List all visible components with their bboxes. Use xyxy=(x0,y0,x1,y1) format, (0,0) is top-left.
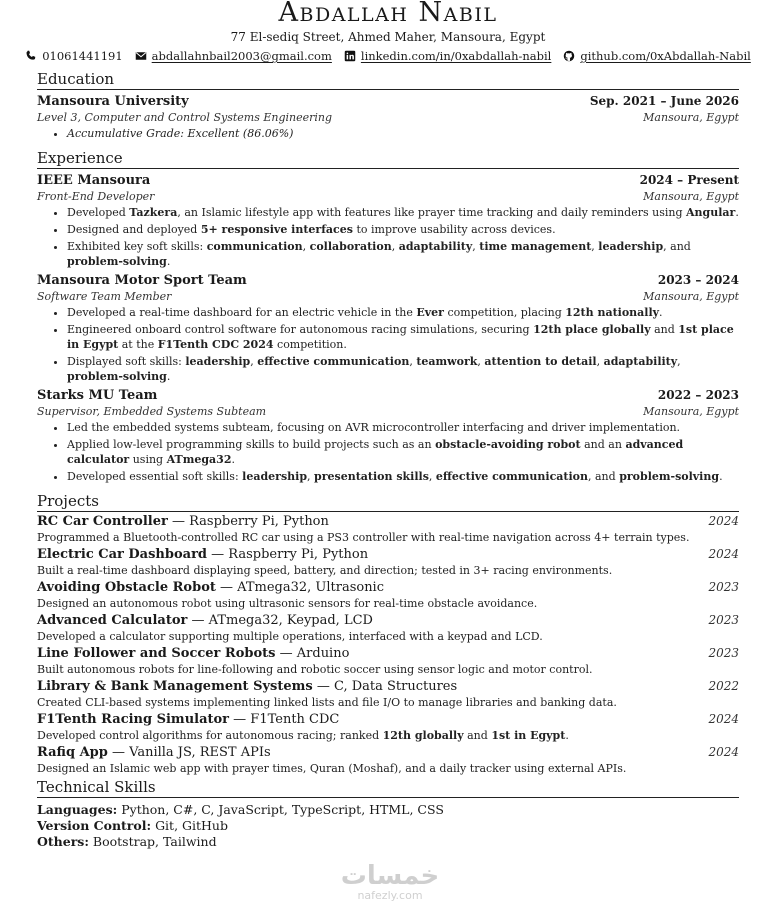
project-name: RC Car Controller xyxy=(37,514,168,529)
project-description: Developed control algorithms for autonomous racing; ranked 12th globally and 1st in Egypt. xyxy=(37,729,569,742)
skill-label: Languages: xyxy=(37,802,118,817)
project-description: Designed an Islamic web app with prayer times, Quran (Moshaf), and a daily tracker using external APIs. xyxy=(37,762,627,775)
experience-bullets xyxy=(37,205,739,269)
entry-date: 2024 – Present xyxy=(639,173,739,187)
emphasis-text: problem-solving xyxy=(67,370,167,383)
emphasis-text: Angular xyxy=(686,206,736,219)
emphasis-text: effective communication xyxy=(435,470,588,483)
phone-icon xyxy=(25,50,37,62)
skill-value: Python, C#, C, JavaScript, TypeScript, HTML, CSS xyxy=(117,802,444,817)
project-year: 2024 xyxy=(708,514,739,528)
project-tech: — Raspberry Pi, Python xyxy=(167,514,329,529)
emphasis-text: 12th globally xyxy=(382,729,464,742)
project-description: Built a real-time dashboard displaying speed, battery, and direction; tested in 3+ racing environments. xyxy=(37,564,613,577)
project-name: Rafiq App xyxy=(37,745,108,760)
watermark-arabic: خمسات xyxy=(340,861,440,891)
resume-page xyxy=(37,0,751,850)
project-header xyxy=(37,612,739,629)
entry-location: Mansoura, Egypt xyxy=(643,405,739,418)
project-tech: — Arduino xyxy=(275,646,350,661)
experience-entry xyxy=(37,272,739,384)
skill-line xyxy=(37,802,739,818)
project-name: F1Tenth Racing Simulator xyxy=(37,712,230,727)
emphasis-text: ATmega32 xyxy=(166,453,232,466)
entry-header xyxy=(37,387,739,404)
project-title xyxy=(37,612,373,629)
project-title xyxy=(37,711,339,728)
candidate-name: Abdallah Nabil xyxy=(278,0,498,28)
project-year: 2024 xyxy=(708,712,739,726)
emphasis-text: teamwork xyxy=(416,355,478,368)
skill-label: Version Control: xyxy=(37,818,152,833)
contact-github[interactable] xyxy=(563,48,750,64)
project-tech: — ATmega32, Keypad, LCD xyxy=(187,613,373,628)
email-link[interactable]: abdallahnbail2003@gmail.com xyxy=(151,49,332,63)
section-title-experience: Experience xyxy=(37,149,739,169)
project-name: Avoiding Obstacle Robot xyxy=(37,580,216,595)
degree: Level 3, Computer and Control Systems Engineering xyxy=(37,111,333,124)
institution-name: Mansoura University xyxy=(37,94,189,109)
project-year: 2024 xyxy=(708,745,739,759)
entry-subheader xyxy=(37,404,739,419)
bullet-item: • Exhibited key soft skills: communication, collaboration, adaptability, time management, leadership, and problem-solving. xyxy=(67,239,739,269)
section-title-projects: Projects xyxy=(37,492,739,512)
project-title xyxy=(37,579,384,596)
emphasis-text: obstacle-avoiding robot xyxy=(435,438,581,451)
emphasis-text: 1st in Egypt xyxy=(491,729,566,742)
bullet-item: • Engineered onboard control software for autonomous racing simulations, securing 12th place globally and 1st place in Egypt at the F1Tenth CDC 2024 competition. xyxy=(67,322,739,352)
project-title xyxy=(37,744,271,761)
emphasis-text: 12th nationally xyxy=(565,306,660,319)
project-year: 2024 xyxy=(708,547,739,561)
emphasis-text: 12th place globally xyxy=(533,323,651,336)
project-entry xyxy=(37,744,739,776)
emphasis-text: leadership xyxy=(185,355,251,368)
skill-value: Bootstrap, Tailwind xyxy=(88,834,217,849)
project-description: Designed an autonomous robot using ultrasonic sensors for real-time obstacle avoidance. xyxy=(37,597,538,610)
project-entry xyxy=(37,645,739,677)
bullet-item: • Displayed soft skills: leadership, effective communication, teamwork, attention to detail, adaptability, problem-solving. xyxy=(67,354,739,384)
project-year: 2023 xyxy=(708,646,739,660)
bullet-item: • Led the embedded systems subteam, focusing on AVR microcontroller interfacing and driver implementation. xyxy=(67,420,739,435)
entry-subheader xyxy=(37,289,739,304)
bullet-item: • Developed Tazkera, an Islamic lifestyle app with features like prayer time tracking and daily reminders using Angular. xyxy=(67,205,739,220)
organization-name: IEEE Mansoura xyxy=(37,173,151,188)
emphasis-text: leadership xyxy=(598,240,664,253)
project-description: Developed a calculator supporting multiple operations, interfaced with a keypad and LCD. xyxy=(37,630,543,643)
project-tech: — Vanilla JS, REST APIs xyxy=(107,745,271,760)
entry-date: Sep. 2021 – June 2026 xyxy=(589,94,739,108)
project-description: Built autonomous robots for line-following and robotic soccer using sensor logic and motor control. xyxy=(37,663,593,676)
emphasis-text: F1Tenth CDC 2024 xyxy=(157,338,274,351)
bullet-item: • Accumulative Grade: Excellent (86.06%) xyxy=(67,126,739,141)
emphasis-text: attention to detail xyxy=(484,355,597,368)
experience-entry xyxy=(37,172,739,269)
emphasis-text: effective communication xyxy=(257,355,410,368)
skill-label: Others: xyxy=(37,834,89,849)
skill-value: Git, GitHub xyxy=(151,818,228,833)
education-entry xyxy=(37,93,739,141)
section-title-skills: Technical Skills xyxy=(37,778,739,798)
project-header xyxy=(37,711,739,728)
emphasis-text: communication xyxy=(206,240,303,253)
project-entry xyxy=(37,612,739,644)
project-tech: — Raspberry Pi, Python xyxy=(207,547,369,562)
bullet-item: • Developed essential soft skills: leadership, presentation skills, effective communication, and problem-solving. xyxy=(67,469,739,484)
project-header xyxy=(37,579,739,596)
entry-subheader xyxy=(37,189,739,204)
emphasis-text: leadership xyxy=(242,470,308,483)
entry-header xyxy=(37,272,739,289)
project-header xyxy=(37,678,739,695)
project-year: 2023 xyxy=(708,580,739,594)
project-title xyxy=(37,546,368,563)
role-title: Supervisor, Embedded Systems Subteam xyxy=(37,405,267,418)
emphasis-text: presentation skills xyxy=(314,470,429,483)
emphasis-text: Ever xyxy=(416,306,444,319)
project-year: 2022 xyxy=(708,679,739,693)
entry-location: Mansoura, Egypt xyxy=(643,290,739,303)
entry-header xyxy=(37,172,739,189)
project-header xyxy=(37,744,739,761)
phone-number: 01061441191 xyxy=(42,49,123,63)
project-title xyxy=(37,678,457,695)
organization-name: Starks MU Team xyxy=(37,388,158,403)
emphasis-text: advanced calculator xyxy=(67,438,684,466)
emphasis-text: problem-solving xyxy=(619,470,720,483)
watermark-latin: nafezly.com xyxy=(357,889,423,902)
projects-list xyxy=(37,513,739,776)
entry-date: 2023 – 2024 xyxy=(657,273,739,287)
entry-location: Mansoura, Egypt xyxy=(643,190,739,203)
emphasis-text: adaptability xyxy=(398,240,473,253)
project-entry xyxy=(37,513,739,545)
project-title xyxy=(37,645,349,662)
skills-list xyxy=(37,802,739,850)
project-tech: — C, Data Structures xyxy=(312,679,458,694)
experience-bullets xyxy=(37,305,739,384)
project-entry xyxy=(37,546,739,578)
linkedin-link[interactable]: linkedin.com/in/0xabdallah-nabil xyxy=(360,49,552,63)
project-tech: — ATmega32, Ultrasonic xyxy=(215,580,384,595)
project-name: Electric Car Dashboard xyxy=(37,547,208,562)
project-tech: — F1Tenth CDC xyxy=(229,712,340,727)
role-title: Software Team Member xyxy=(37,290,172,303)
skill-line xyxy=(37,818,739,834)
role-title: Front-End Developer xyxy=(37,190,155,203)
project-name: Advanced Calculator xyxy=(37,613,188,628)
github-icon xyxy=(563,50,575,62)
emphasis-text: adaptability xyxy=(603,355,678,368)
education-bullets xyxy=(37,126,739,141)
emphasis-text: time management xyxy=(479,240,592,253)
project-description: Programmed a Bluetooth-controlled RC car using a PS3 controller with real-time navigation across 4+ terrain types. xyxy=(37,531,690,544)
linkedin-icon xyxy=(344,50,356,62)
project-entry xyxy=(37,711,739,743)
bullet-item: • Designed and deployed 5+ responsive interfaces to improve usability across devices. xyxy=(67,222,739,237)
bullet-item: • Developed a real-time dashboard for an electric vehicle in the Ever competition, placing 12th nationally. xyxy=(67,305,739,320)
project-year: 2023 xyxy=(708,613,739,627)
project-name: Library & Bank Management Systems xyxy=(37,679,313,694)
project-description: Created CLI-based systems implementing linked lists and file I/O to manage libraries and banking data. xyxy=(37,696,617,709)
project-title xyxy=(37,513,329,530)
project-header xyxy=(37,513,739,530)
entry-date: 2022 – 2023 xyxy=(657,388,739,402)
address: 77 El-sediq Street, Ahmed Maher, Mansoura, Egypt xyxy=(230,30,546,44)
contact-linkedin[interactable] xyxy=(344,48,551,64)
experience-list xyxy=(37,172,739,484)
organization-name: Mansoura Motor Sport Team xyxy=(37,273,247,288)
project-name: Line Follower and Soccer Robots xyxy=(37,646,276,661)
email-icon xyxy=(135,50,147,62)
project-entry xyxy=(37,678,739,710)
experience-bullets xyxy=(37,420,739,484)
contact-email[interactable] xyxy=(135,48,332,64)
project-header xyxy=(37,645,739,662)
section-title-education: Education xyxy=(37,70,739,90)
emphasis-text: collaboration xyxy=(309,240,392,253)
github-link[interactable]: github.com/0xAbdallah-Nabil xyxy=(580,49,751,63)
project-entry xyxy=(37,579,739,611)
emphasis-text: Tazkera xyxy=(129,206,178,219)
project-header xyxy=(37,546,739,563)
contact-bar xyxy=(37,48,751,64)
bullet-item: • Applied low-level programming skills to build projects such as an obstacle-avoiding robot and an advanced calculator using ATmega32. xyxy=(67,437,739,467)
skill-line xyxy=(37,834,739,850)
emphasis-text: 5+ responsive interfaces xyxy=(200,223,353,236)
experience-entry xyxy=(37,387,739,484)
emphasis-text: 1st place in Egypt xyxy=(67,323,734,351)
contact-phone[interactable] xyxy=(25,48,122,64)
entry-location: Mansoura, Egypt xyxy=(643,111,739,124)
emphasis-text: problem-solving xyxy=(67,255,167,268)
watermark-logo xyxy=(340,862,440,908)
